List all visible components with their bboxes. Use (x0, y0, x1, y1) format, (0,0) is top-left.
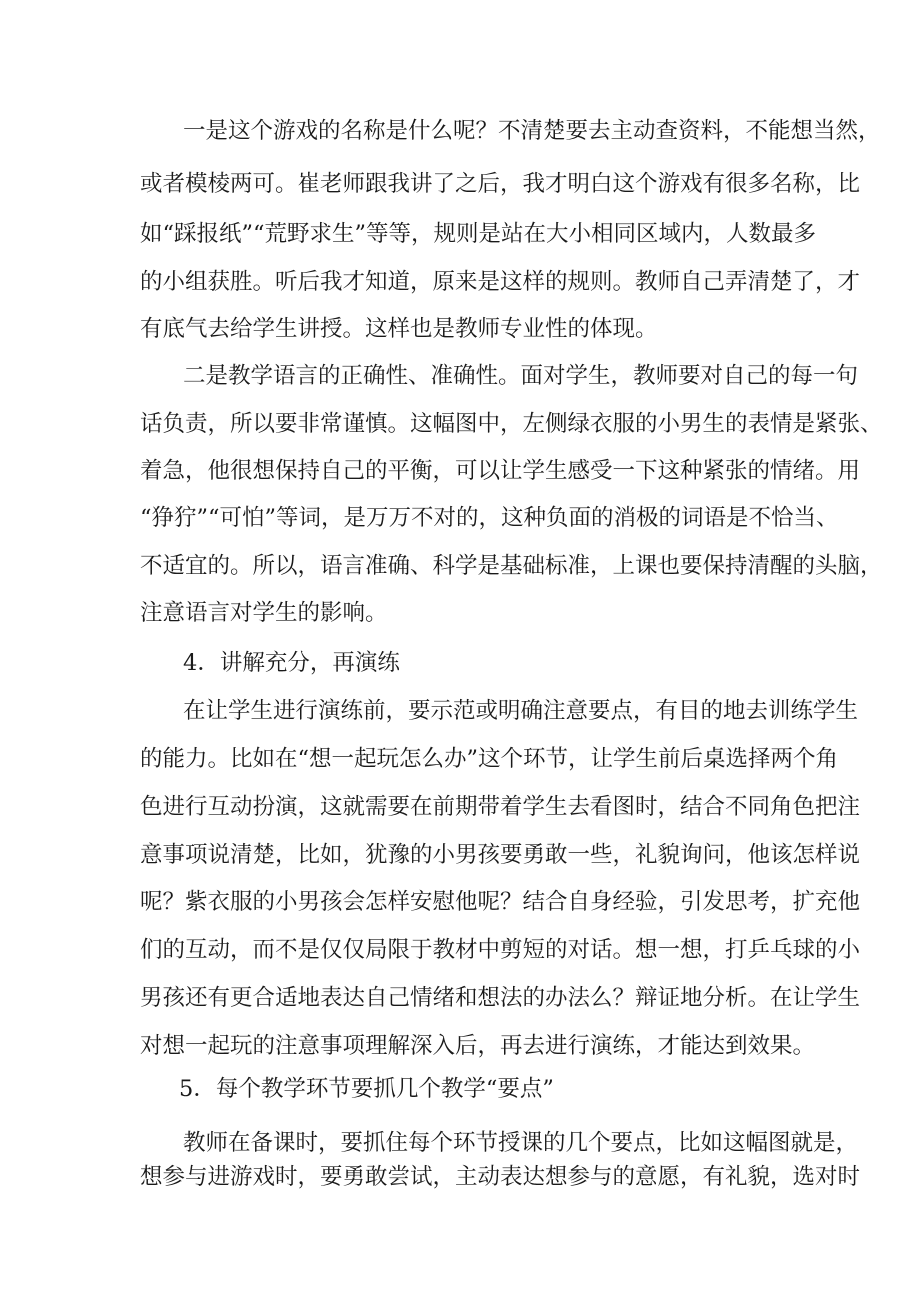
text-line: 对想一起玩的注意事项理解深入后，再去进行演练，才能达到效果。 (140, 1033, 816, 1059)
text-line: “狰狞”“可怕”等词，是万万不对的，这种负面的消极的词语是不恰当、 (140, 505, 839, 531)
text-line: 的小组获胜。听后我才知道，原来是这样的规则。教师自己弄清楚了，才 (140, 269, 861, 295)
text-line: 注意语言对学生的影响。 (140, 600, 388, 626)
section-heading-4: 4．讲解充分，再演练 (183, 650, 400, 676)
text-line: 在让学生进行演练前，要示范或明确注意要点，有目的地去训练学生 (183, 698, 859, 724)
text-line: 教师在备课时，要抓住每个环节授课的几个要点，比如这幅图就是， (183, 1130, 859, 1156)
text-line: 男孩还有更合适地表达自己情绪和想法的办法么？辩证地分析。在让学生 (140, 985, 861, 1011)
text-line: 二是教学语言的正确性、准确性。面对学生，教师要对自己的每一句 (183, 363, 859, 389)
text-line: 意事项说清楚，比如，犹豫的小男孩要勇敢一些，礼貌询问，他该怎样说 (140, 842, 861, 868)
text-line: 有底气去给学生讲授。这样也是教师专业性的体现。 (140, 316, 658, 342)
text-line: 如“踩报纸”“荒野求生”等等，规则是站在大小相同区域内，人数最多 (140, 221, 817, 247)
text-line: 们的互动，而不是仅仅局限于教材中剪短的对话。想一想，打乒乓球的小 (140, 937, 861, 963)
text-line: 或者模棱两可。崔老师跟我讲了之后，我才明白这个游戏有很多名称，比 (140, 171, 861, 197)
text-line: 不适宜的。所以，语言准确、科学是基础标准，上课也要保持清醒的头脑， (140, 553, 883, 579)
text-line: 呢？紫衣服的小男孩会怎样安慰他呢？结合自身经验，引发思考，扩充他 (140, 889, 861, 915)
section-heading-5: 5．每个教学环节要抓几个教学“要点” (179, 1076, 554, 1102)
text-line: 想参与进游戏时，要勇敢尝试，主动表达想参与的意愿，有礼貌，选对时 (140, 1164, 861, 1190)
text-line: 着急，他很想保持自己的平衡，可以让学生感受一下这种紧张的情绪。用 (140, 458, 861, 484)
text-line: 色进行互动扮演，这就需要在前期带着学生去看图时，结合不同角色把注 (140, 794, 861, 820)
text-line: 话负责，所以要非常谨慎。这幅图中，左侧绿衣服的小男生的表情是紧张、 (140, 411, 883, 437)
text-line: 的能力。比如在“想一起玩怎么办”这个环节，让学生前后桌选择两个角 (140, 746, 839, 772)
text-line: 一是这个游戏的名称是什么呢？不清楚要去主动查资料，不能想当然， (183, 118, 881, 144)
